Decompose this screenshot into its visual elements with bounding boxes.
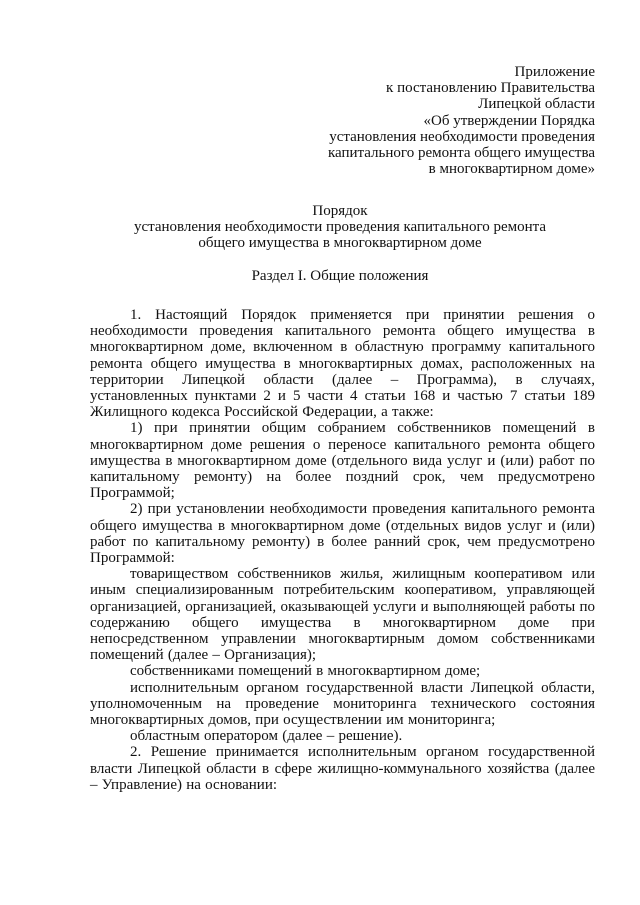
paragraph: областным оператором (далее – решение). xyxy=(130,728,403,745)
section-heading: Раздел I. Общие положения xyxy=(251,268,429,284)
paragraph: 1) при принятии общим собранием собственников помещений в многоквартирном доме решения о переносе капитального ремонта общего имущества в многоквартирном доме (отдельного вида услуг и (или) работ по капитальному ремонту) на более поздний срок, чем предусмотрено Программой; xyxy=(90,420,595,502)
appendix-line: установления необходимости проведения xyxy=(329,128,595,145)
appendix-header xyxy=(328,64,595,177)
title-line: Порядок xyxy=(312,203,368,219)
appendix-line: в многоквартирном доме» xyxy=(428,161,595,178)
paragraph: товариществом собственников жилья, жилищным кооперативом или иным специализированным потребительским кооперативом, управляющей организацией, организацией, оказывающей услуги и выполняющей работы по содержанию общего имущества в многоквартирном доме при непосредственном управлении многоквартирным домом собственниками помещений (далее – Организация); xyxy=(90,566,595,664)
paragraph: 1. Настоящий Порядок применяется при принятии решения о необходимости проведения капитального ремонта общего имущества в многоквартирном доме, включенном в областную программу капитального ремонта общего имущества в многоквартирных домах, расположенных на территории Липецкой области (далее – Программа), в случаях, установленных пунктами 2 и 5 части 4 статьи 168 и частью 7 статьи 189 Жилищного кодекса Российской Федерации, а также: xyxy=(90,307,595,421)
title-line: общего имущества в многоквартирном доме xyxy=(198,235,482,252)
appendix-line: Приложение xyxy=(514,64,595,80)
document-title xyxy=(90,203,590,252)
paragraph: исполнительным органом государственной власти Липецкой области, уполномоченным на проведение мониторинга технического состояния многоквартирных домов, при осуществлении им мониторинга; xyxy=(90,679,595,729)
title-line: установления необходимости проведения капитального ремонта xyxy=(133,219,547,236)
appendix-line: «Об утверждении Порядка xyxy=(423,112,595,129)
appendix-line: капитального ремонта общего имущества xyxy=(327,145,595,162)
document-body xyxy=(90,307,595,793)
paragraph: 2. Решение принимается исполнительным органом государственной власти Липецкой области в сфере жилищно-коммунального хозяйства (далее – Управление) на основании: xyxy=(90,744,595,793)
paragraph: собственниками помещений в многоквартирном доме; xyxy=(130,663,481,680)
appendix-line: Липецкой области xyxy=(478,96,595,113)
appendix-line: к постановлению Правительства xyxy=(386,80,595,97)
paragraph: 2) при установлении необходимости проведения капитального ремонта общего имущества в многоквартирном доме (отдельных видов услуг и (или) работ по капитальному ремонту) в более ранний срок, чем предусмотрено Программой: xyxy=(90,501,595,567)
